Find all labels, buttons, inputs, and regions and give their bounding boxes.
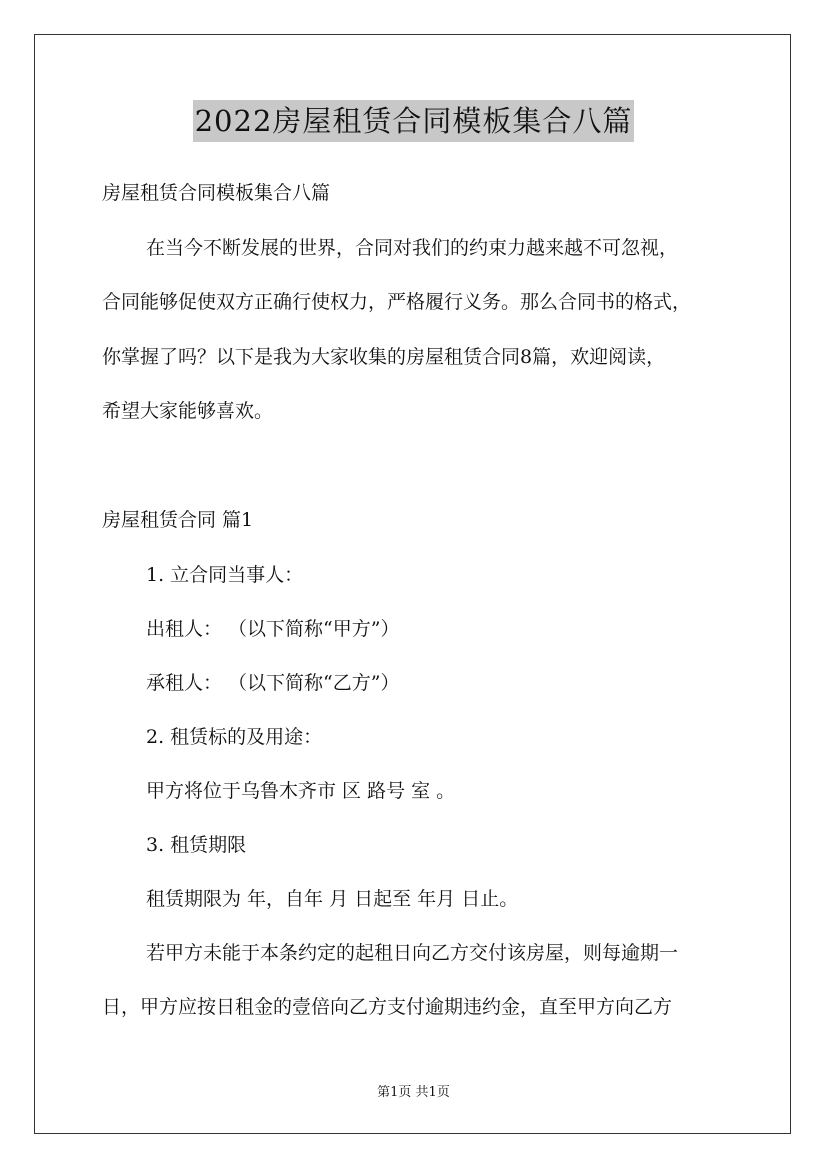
page-footer: 第1页 共1页 <box>377 1085 450 1100</box>
section-heading: 房屋租赁合同 篇1 <box>102 509 254 531</box>
intro-line-3: 你掌握了吗？以下是我为大家收集的房屋租赁合同8篇，欢迎阅读， <box>102 346 666 368</box>
document-subtitle: 房屋租赁合同模板集合八篇 <box>102 182 331 204</box>
clause-line: 2. 租赁标的及用途： <box>146 726 323 748</box>
intro-line-1: 在当今不断发展的世界，合同对我们的约束力越来越不可忽视， <box>146 237 679 259</box>
intro-line-4: 希望大家能够喜欢。 <box>102 400 274 422</box>
clause-line: 日，甲方应按日租金的壹倍向乙方支付逾期违约金，直至甲方向乙方 <box>102 996 673 1018</box>
clause-line: 出租人： （以下简称“甲方”） <box>146 618 400 640</box>
clause-line: 甲方将位于乌鲁木齐市 区 路号 室 。 <box>146 780 456 802</box>
intro-line-2: 合同能够促使双方正确行使权力，严格履行义务。那么合同书的格式， <box>102 291 692 313</box>
clause-line: 租赁期限为 年，自年 月 日起至 年月 日止。 <box>146 888 519 910</box>
document-title: 2022房屋租赁合同模板集合八篇 <box>193 100 635 142</box>
clause-line: 3. 租赁期限 <box>146 834 247 856</box>
clause-line: 若甲方未能于本条约定的起租日向乙方交付该房屋，则每逾期一 <box>146 942 679 964</box>
clause-line: 承租人： （以下简称“乙方”） <box>146 672 400 694</box>
clause-line: 1. 立合同当事人： <box>146 564 304 586</box>
document-title-block <box>0 100 827 142</box>
